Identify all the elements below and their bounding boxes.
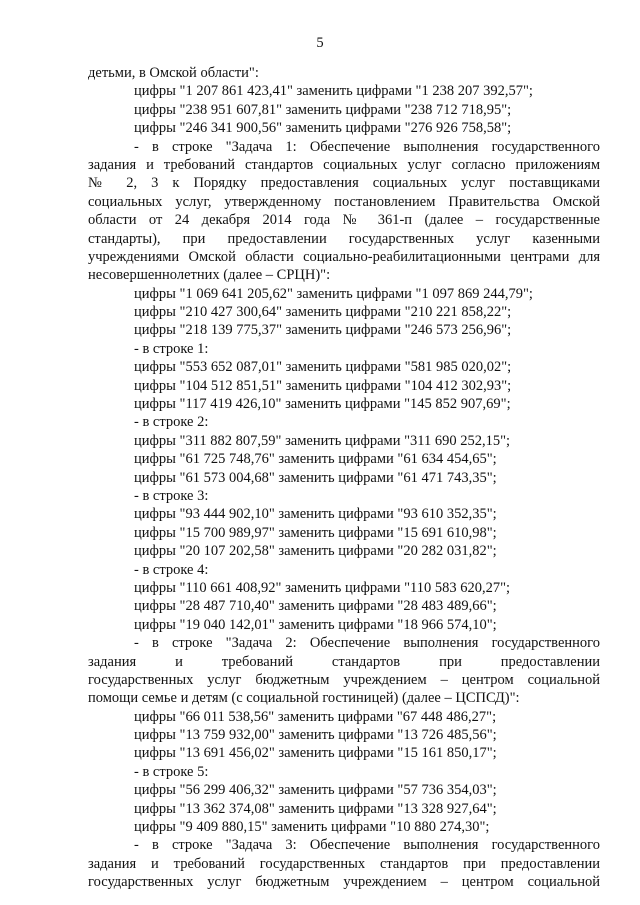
page-number: 5	[316, 35, 324, 51]
text-line: цифры "1 069 641 205,62" заменить цифрами "1 097 869 244,79";	[134, 285, 533, 302]
text-line: цифры "218 139 775,37" заменить цифрами "246 573 256,96";	[134, 322, 512, 339]
text-line: социальных услуг, утвержденному постановлением Правительства Омской	[88, 193, 600, 210]
text-line: цифры "13 362 374,08" заменить цифрами "13 328 927,64";	[134, 800, 497, 817]
text-line: цифры "15 700 989,97" заменить цифрами "15 691 610,98";	[134, 524, 497, 541]
text-line: государственных услуг бюджетным учреждением – центром социальной	[88, 874, 600, 891]
text-line: несовершеннолетних (далее – СРЦН)":	[88, 267, 331, 284]
text-line: цифры "66 011 538,56" заменить цифрами "67 448 486,27";	[134, 708, 497, 725]
text-line: цифры "56 299 406,32" заменить цифрами "57 736 354,03";	[134, 782, 497, 799]
text-line: цифры "553 652 087,01" заменить цифрами "581 985 020,02";	[134, 359, 512, 376]
text-line: учреждениями Омской области социально-реабилитационными центрами для	[88, 248, 600, 265]
text-line: цифры "13 691 456,02" заменить цифрами "15 161 850,17";	[134, 745, 497, 762]
text-line: цифры "104 512 851,51" заменить цифрами "104 412 302,93";	[134, 377, 512, 394]
text-line: задания и требований стандартов при предоставлении	[88, 653, 600, 670]
document-body	[88, 64, 600, 892]
text-line: - в строке "Задача 2: Обеспечение выполнения государственного	[134, 635, 600, 652]
text-line: - в строке "Задача 1: Обеспечение выполнения государственного	[134, 138, 600, 155]
text-line: - в строке 5:	[134, 763, 209, 780]
text-line: стандарты), при предоставлении государственных услуг казенными	[88, 230, 600, 247]
text-line: - в строке 2:	[134, 414, 209, 431]
text-line: № 2, 3 к Порядку предоставления социальных услуг поставщиками	[88, 175, 600, 192]
text-line: цифры "61 725 748,76" заменить цифрами "61 634 454,65";	[134, 451, 497, 468]
text-line: цифры "311 882 807,59" заменить цифрами "311 690 252,15";	[134, 432, 511, 449]
text-line: цифры "210 427 300,64" заменить цифрами "210 221 858,22";	[134, 304, 512, 321]
text-line: цифры "28 487 710,40" заменить цифрами "28 483 489,66";	[134, 598, 497, 615]
text-line: - в строке "Задача 3: Обеспечение выполнения государственного	[134, 837, 600, 854]
text-line: цифры "19 040 142,01" заменить цифрами "18 966 574,10";	[134, 616, 497, 633]
text-line: задания и требований стандартов социальных услуг согласно приложениям	[88, 156, 600, 173]
text-line: цифры "13 759 932,00" заменить цифрами "13 726 485,56";	[134, 727, 497, 744]
text-line: цифры "246 341 900,56" заменить цифрами "276 926 758,58";	[134, 120, 512, 137]
text-line: области от 24 декабря 2014 года № 361-п (далее – государственные	[88, 212, 600, 229]
text-line: цифры "9 409 880,15" заменить цифрами "10 880 274,30";	[134, 819, 490, 836]
text-line: - в строке 1:	[134, 340, 209, 357]
text-line: цифры "1 207 861 423,41" заменить цифрами "1 238 207 392,57";	[134, 83, 533, 100]
text-line: цифры "61 573 004,68" заменить цифрами "61 471 743,35";	[134, 469, 497, 486]
text-line: задания и требований государственных стандартов при предоставлении	[88, 855, 600, 872]
text-line: цифры "20 107 202,58" заменить цифрами "20 282 031,82";	[134, 543, 497, 560]
text-line: - в строке 4:	[134, 561, 209, 578]
text-line: цифры "117 419 426,10" заменить цифрами "145 852 907,69";	[134, 396, 511, 413]
text-line: цифры "93 444 902,10" заменить цифрами "93 610 352,35";	[134, 506, 497, 523]
text-line: государственных услуг бюджетным учреждением – центром социальной	[88, 671, 600, 688]
text-line: - в строке 3:	[134, 487, 209, 504]
text-line: цифры "238 951 607,81" заменить цифрами "238 712 718,95";	[134, 101, 512, 118]
text-line: детьми, в Омской области":	[88, 65, 259, 81]
text-line: цифры "110 661 408,92" заменить цифрами "110 583 620,27";	[134, 579, 511, 596]
text-line: помощи семье и детям (с социальной гостиницей) (далее – ЦСПСД)":	[88, 690, 520, 707]
